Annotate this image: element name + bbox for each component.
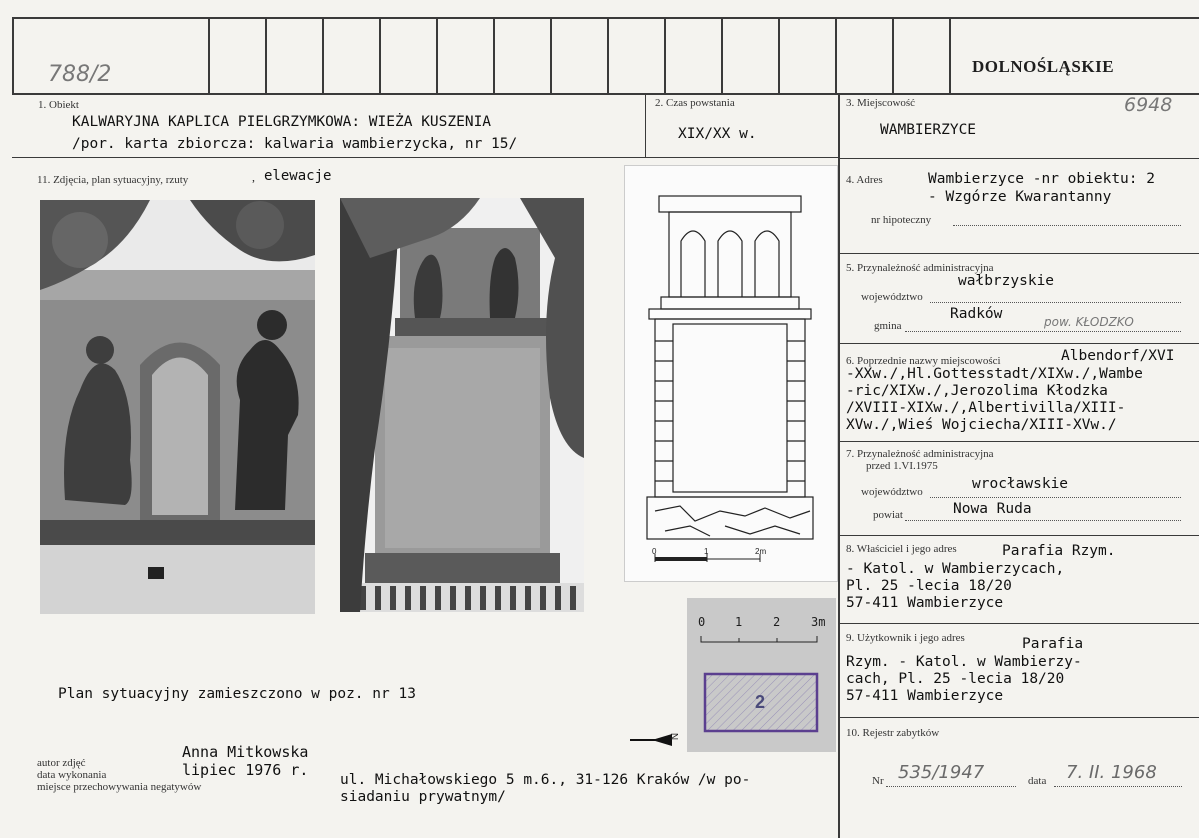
negatives-location-label: miejsce przechowywania negatywów	[37, 781, 202, 793]
field11-elevations: elewacje	[264, 168, 332, 184]
register-date-label: data	[1028, 775, 1047, 787]
field5-voivodeship-label: województwo	[861, 291, 923, 303]
former-names-line4: /XVIII-XIXw./,Albertivilla/XIII-	[846, 400, 1126, 416]
register-nr-line	[886, 786, 1016, 787]
field2-label: 2. Czas powstania	[655, 97, 735, 109]
divider-above-4	[839, 158, 1199, 159]
field7-voivodeship-line	[930, 497, 1181, 498]
header-top-rule	[12, 17, 1199, 19]
drawing-scale-2m: 2m	[755, 547, 767, 556]
owner-line3: Pl. 25 -lecia 18/20	[846, 578, 1012, 594]
divider-above-7	[839, 441, 1199, 442]
field7-label: 7. Przynależność administracyjna	[846, 448, 994, 460]
field7-powiat-value: Nowa Ruda	[953, 501, 1032, 517]
field7-voivodeship-label: województwo	[861, 486, 923, 498]
field7-powiat-label: powiat	[873, 509, 903, 521]
field1-label: 1. Obiekt	[38, 99, 79, 111]
field5-gmina-line	[905, 331, 1181, 332]
photo-tower	[340, 198, 584, 612]
field5-voivodeship-line	[930, 302, 1181, 303]
field3-label: 3. Miejscowość	[846, 97, 916, 109]
field7-voivodeship-value: wrocławskie	[972, 476, 1069, 492]
photo-statues	[40, 200, 315, 614]
divider-above-6	[839, 343, 1199, 344]
divider-above-9	[839, 623, 1199, 624]
register-nr-label: Nr	[872, 775, 884, 787]
negatives-location-line1: ul. Michałowskiego 5 m.6., 31-126 Kraków /w po-	[340, 772, 751, 788]
field8-label: 8. Właściciel i jego adres	[846, 543, 957, 555]
field7-sublabel: przed 1.VI.1975	[866, 460, 938, 472]
divider-above-5	[839, 253, 1199, 254]
elevation-drawing	[624, 165, 838, 582]
site-scale-3m: 3m	[811, 615, 826, 629]
site-scale-2: 2	[773, 615, 781, 629]
site-scale-1: 1	[735, 615, 743, 629]
north-label: N	[670, 732, 682, 741]
region-title: DOLNOŚLĄSKIE	[972, 57, 1115, 76]
field11-comma: ,	[252, 170, 255, 184]
field5-gmina-value: Radków	[950, 306, 1003, 322]
divider-above-10	[839, 717, 1199, 718]
site-plan	[687, 598, 836, 752]
field9-label: 9. Użytkownik i jego adres	[846, 632, 965, 644]
field5-handwritten-note: pow. KŁODZKO	[1044, 315, 1134, 329]
drawing-scale-0: 0	[652, 547, 657, 556]
owner-line4: 57-411 Wambierzyce	[846, 595, 1004, 611]
user-line1: Parafia	[1022, 636, 1084, 652]
address-line2: - Wzgórze Kwarantanny	[928, 189, 1112, 205]
field4-label: 4. Adres	[846, 174, 883, 186]
inventory-handwritten-number: 788/2	[48, 62, 112, 87]
mortgage-number-label: nr hipoteczny	[871, 214, 932, 226]
photo-date-label: data wykonania	[37, 769, 107, 781]
negatives-location-line2: siadaniu prywatnym/	[340, 789, 506, 805]
photo-author-label: autor zdjęć	[37, 757, 86, 769]
divider-main-vertical	[838, 95, 840, 838]
object-reference: /por. karta zbiorcza: kalwaria wambierzycka, nr 15/	[72, 136, 518, 152]
field10-label: 10. Rejestr zabytków	[846, 727, 940, 739]
object-name: KALWARYJNA KAPLICA PIELGRZYMKOWA: WIEŻA KUSZENIA	[72, 114, 492, 130]
field5-label: 5. Przynależność administracyjna	[846, 262, 994, 274]
locality-value: WAMBIERZYCE	[880, 122, 977, 138]
site-plan-building-number: 2	[755, 692, 766, 712]
former-names-line1: Albendorf/XVI	[1061, 348, 1175, 364]
date-built-value: XIX/XX w.	[678, 126, 757, 142]
field5-gmina-label: gmina	[874, 320, 902, 332]
former-names-line2: -XXw./,Hl.Gottesstadt/XIXw./,Wambe	[846, 366, 1143, 382]
address-line1: Wambierzyce -nr obiektu: 2	[928, 171, 1155, 187]
field11-label: 11. Zdjęcia, plan sytuacyjny, rzuty	[37, 174, 189, 186]
register-nr-value: 535/1947	[898, 762, 985, 783]
header-bottom-rule	[12, 93, 1199, 95]
drawing-scale-1: 1	[704, 547, 709, 556]
owner-line1: Parafia Rzym.	[1002, 543, 1116, 559]
field7-powiat-line	[905, 520, 1181, 521]
site-scale-0: 0	[698, 615, 706, 629]
photo-author-value: Anna Mitkowska	[182, 743, 309, 761]
header-left-rule	[12, 17, 14, 95]
divider-above-8	[839, 535, 1199, 536]
register-date-line	[1054, 786, 1182, 787]
register-date-value: 7. II. 1968	[1066, 762, 1157, 783]
former-names-line5: XVw./,Wieś Wojciecha/XIII-XVw./	[846, 417, 1117, 433]
field5-voivodeship-value: wałbrzyskie	[958, 273, 1055, 289]
owner-line2: - Katol. w Wambierzycach,	[846, 561, 1065, 577]
former-names-line3: -ric/XIXw./,Jerozolima Kłodzka	[846, 383, 1108, 399]
site-plan-note: Plan sytuacyjny zamieszczono w poz. nr 13	[58, 686, 416, 702]
card-handwritten-number: 6948	[1124, 94, 1173, 116]
mortgage-number-line	[953, 225, 1181, 226]
photo-date-value: lipiec 1976 r.	[182, 761, 309, 779]
user-line2: Rzym. - Katol. w Wambierzy-	[846, 654, 1082, 670]
field6-label: 6. Poprzednie nazwy miejscowości	[846, 355, 1001, 367]
divider-row1-bottom	[12, 157, 839, 158]
site-plan-scale-bar	[701, 636, 817, 642]
user-line3: cach, Pl. 25 -lecia 18/20	[846, 671, 1065, 687]
divider-field1-2	[645, 95, 646, 157]
user-line4: 57-411 Wambierzyce	[846, 688, 1004, 704]
